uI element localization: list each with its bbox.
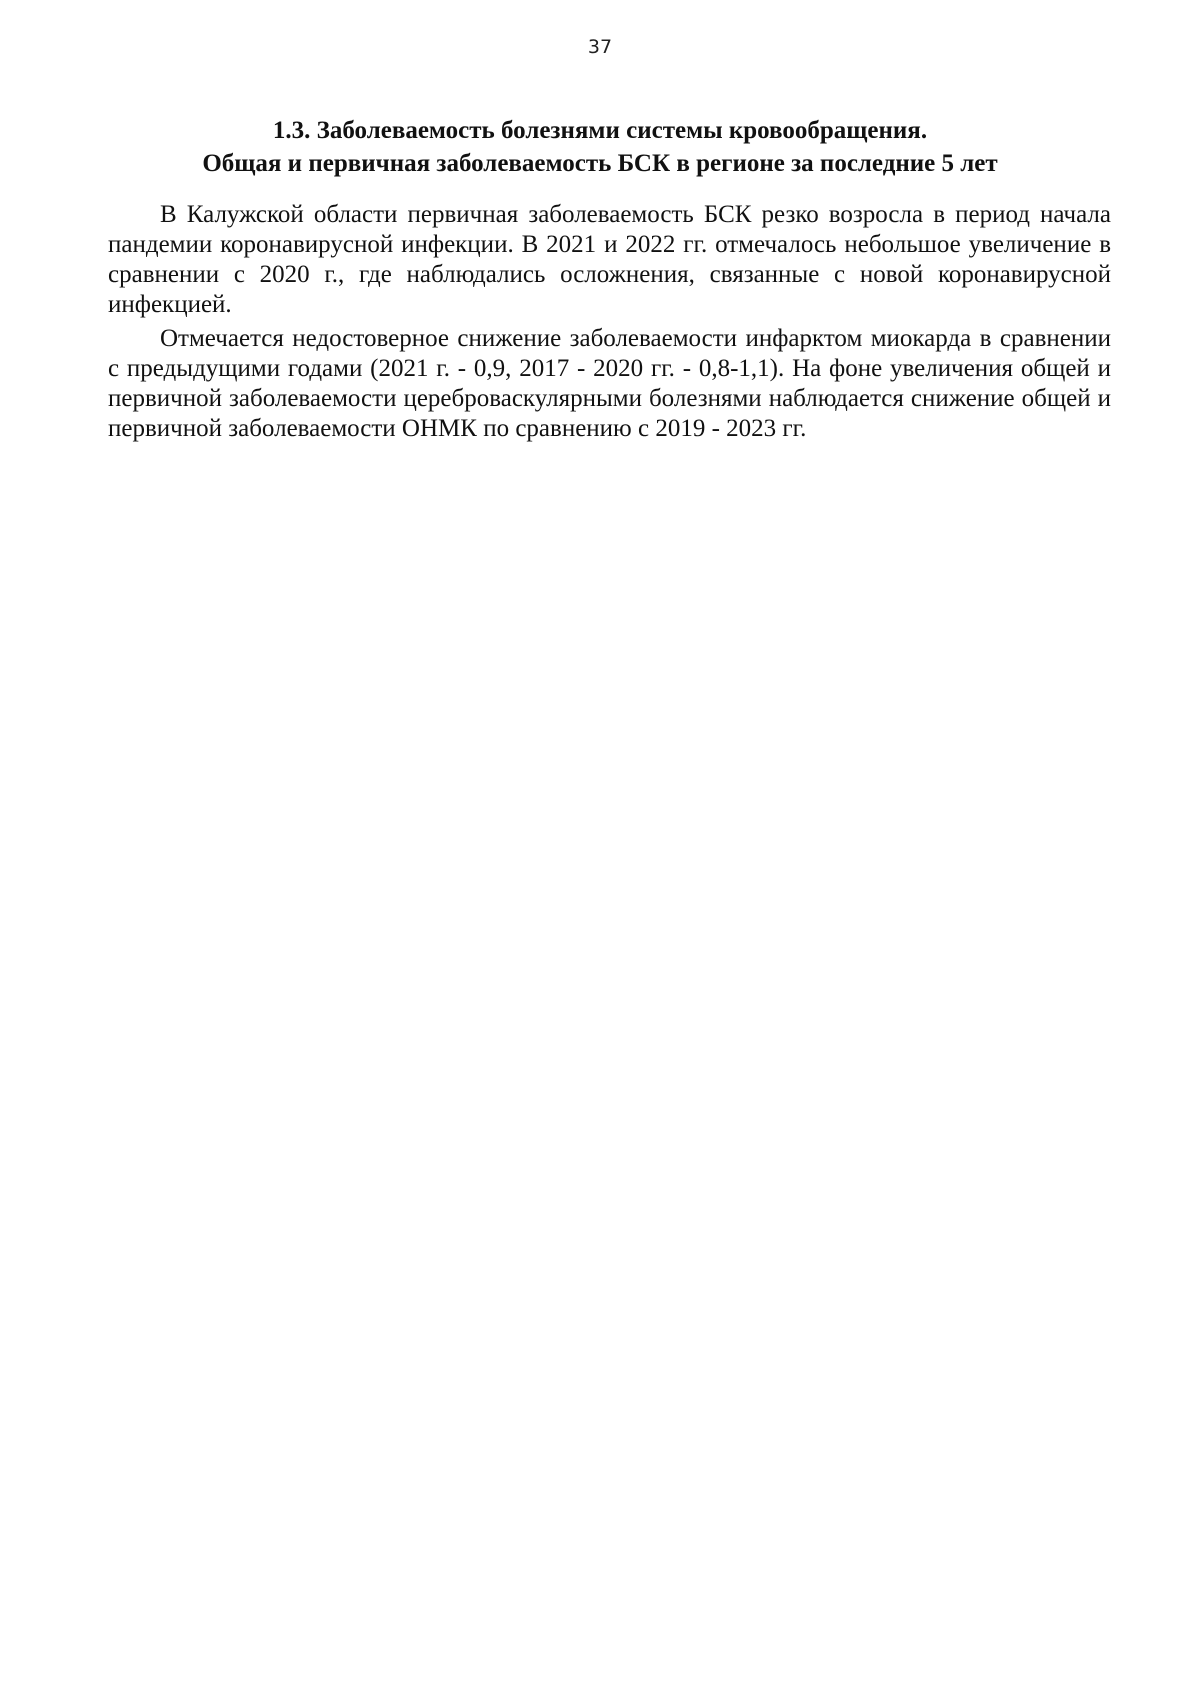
section-heading-line-1: 1.3. Заболеваемость болезнями системы кровообращения. (272, 117, 928, 144)
section-heading (100, 114, 1100, 180)
paragraph-incidence-overview: В Калужской области первичная заболеваемость БСК резко возросла в период начала пандемии коронавирусной инфекции. В 2021 и 2022 гг. отмечалось небольшое увеличение в сравнении с 2020 г., где наблюдались осложнения, связанные с новой коронавирусной инфекцией. (108, 201, 1111, 318)
paragraph-myocardial-infarction: Отмечается недостоверное снижение заболеваемости инфарктом миокарда в сравнении с предыдущими годами (2021 г. - 0,9, 2017 - 2020 гг. - 0,8-1,1). На фоне увеличения общей и первичной заболеваемости цереброваскулярными болезнями наблюдается снижение общей и первичной заболеваемости ОНМК по сравнению с 2019 - 2023 гг. (108, 325, 1111, 442)
section-heading-line-2: Общая и первичная заболеваемость БСК в регионе за последние 5 лет (202, 150, 998, 177)
body-text (108, 200, 1111, 444)
page-number: 37 (587, 36, 613, 58)
